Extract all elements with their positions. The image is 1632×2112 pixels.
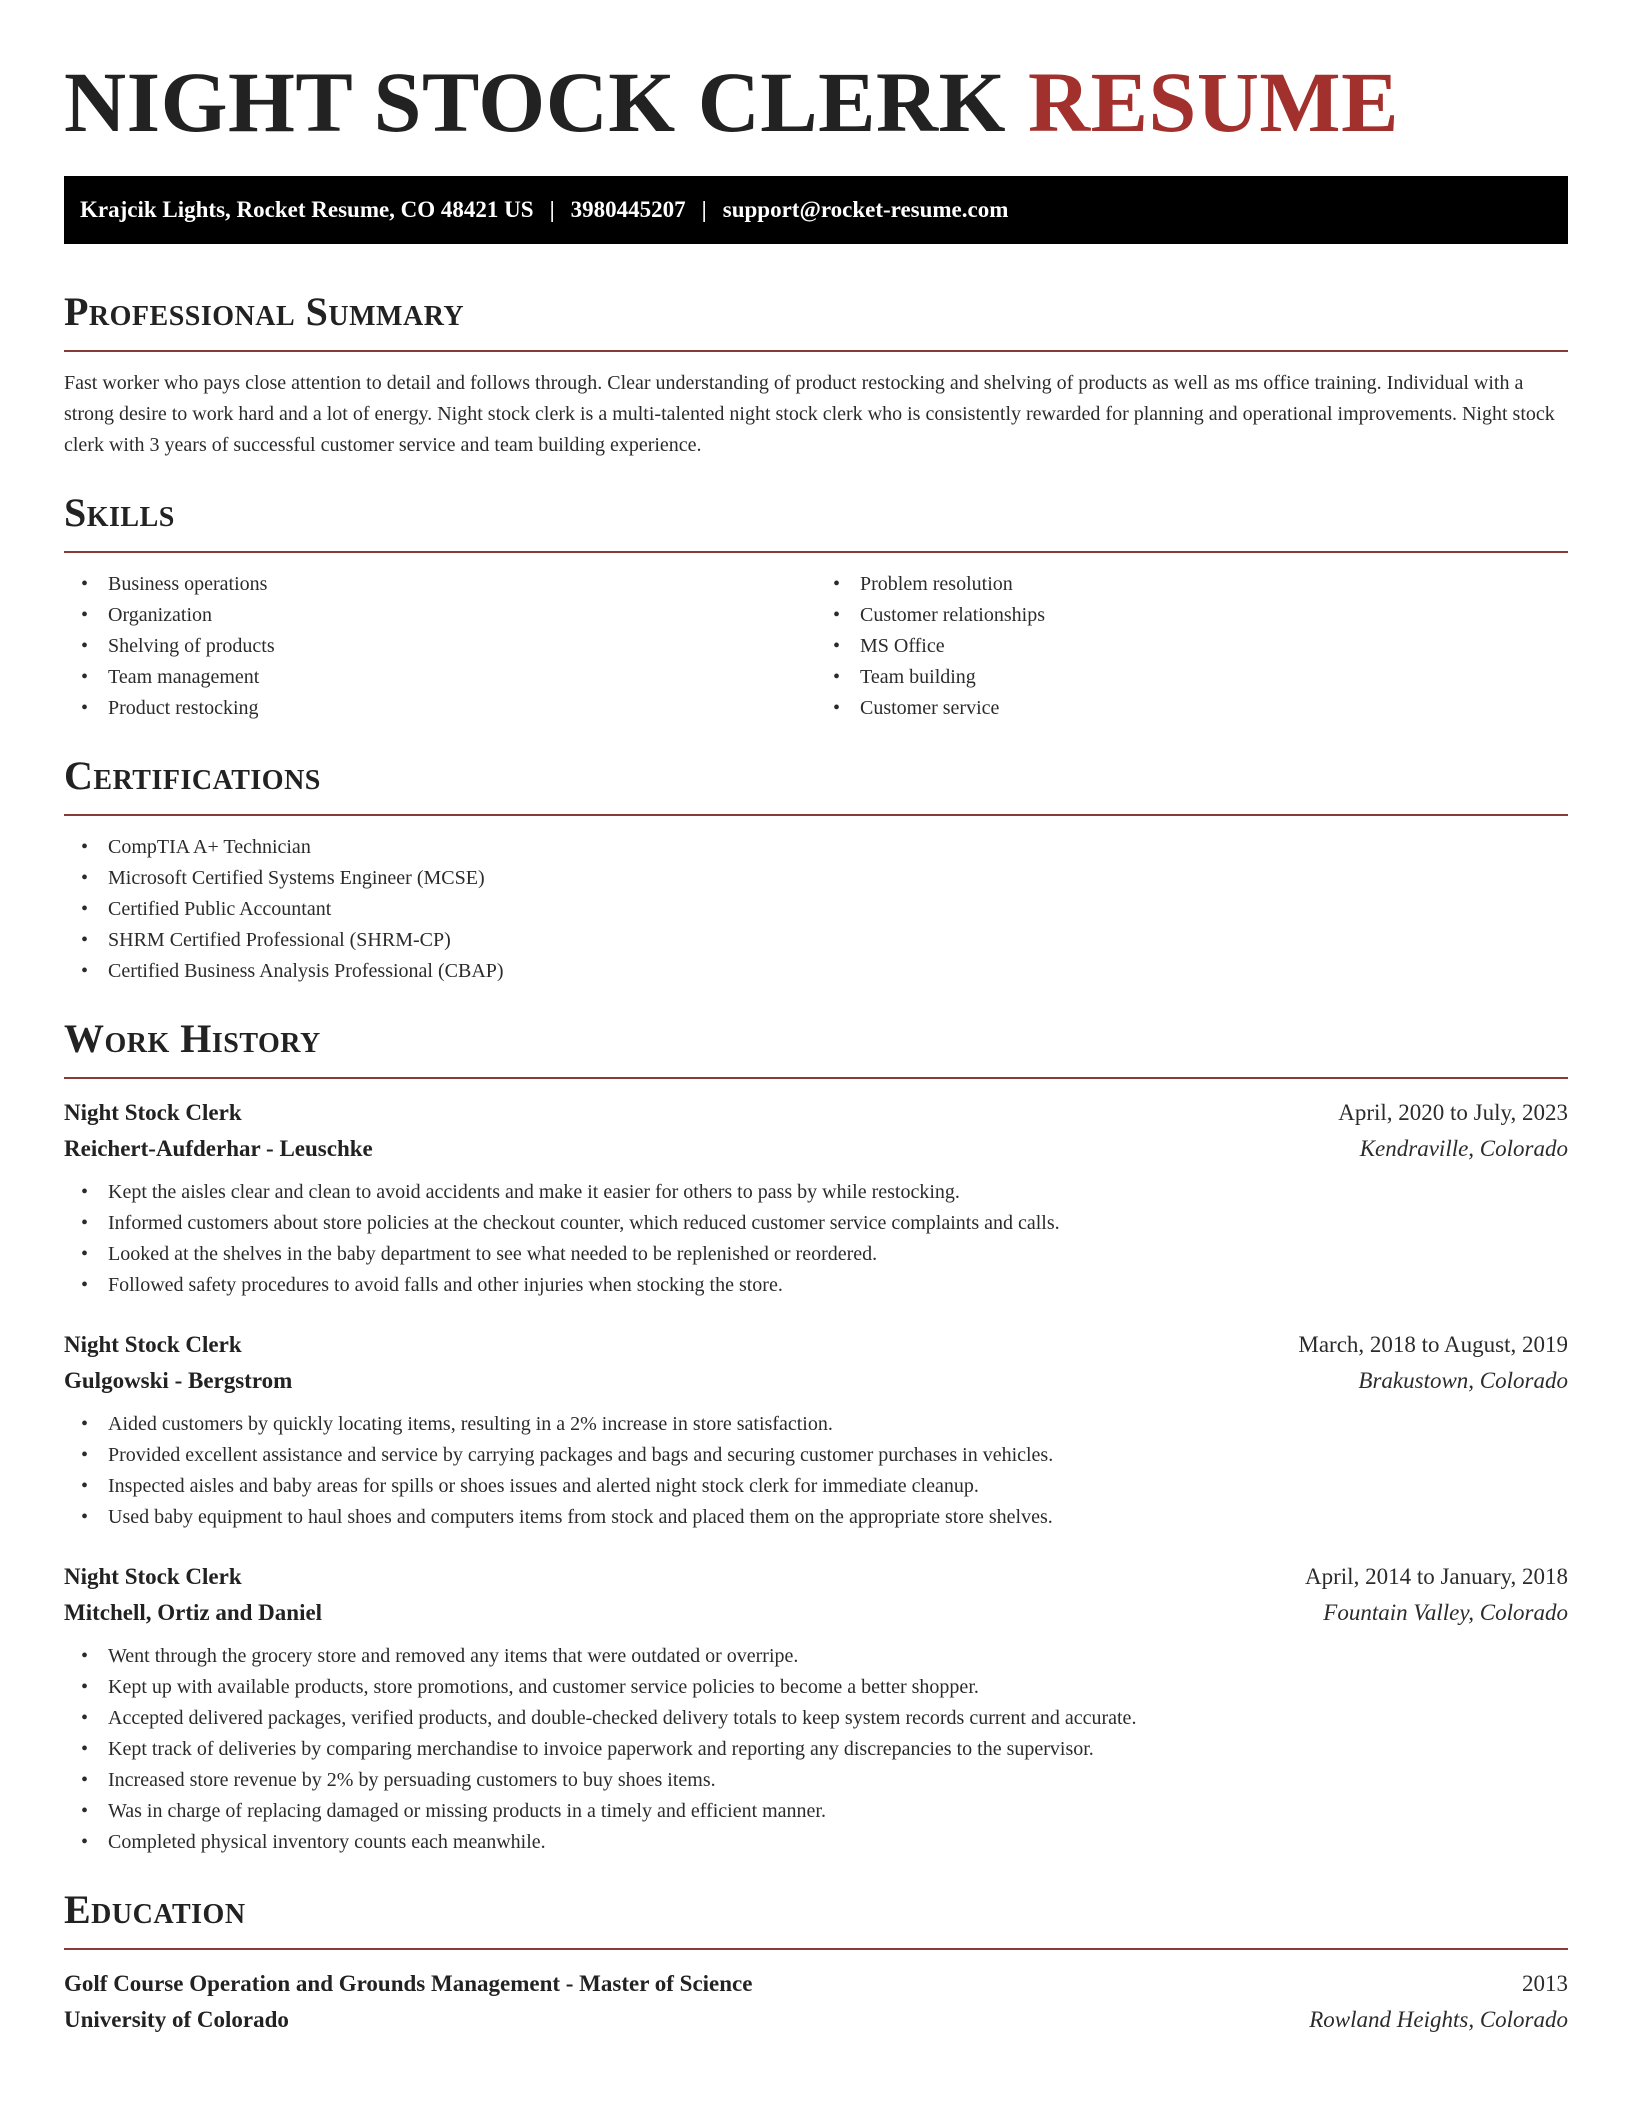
page-title — [64, 0, 1568, 176]
contact-email[interactable]: support@rocket-resume.com — [722, 197, 1009, 222]
list-item: • MS Office — [816, 631, 1568, 662]
job-location: Kendraville, Colorado — [1359, 1136, 1568, 1161]
skills-section — [64, 489, 1568, 724]
list-item: • Aided customers by quickly locating items, resulting in a 2% increase in store satisfaction. — [64, 1409, 1568, 1440]
certifications-section — [64, 752, 1568, 987]
list-item: • Customer service — [816, 693, 1568, 724]
list-item: • Kept track of deliveries by comparing merchandise to invoice paperwork and reporting any discrepancies to the supervisor. — [64, 1734, 1568, 1765]
list-item: • Shelving of products — [64, 631, 816, 662]
section-divider — [64, 551, 1568, 553]
education-heading: Education — [64, 1887, 246, 1932]
skills-grid — [64, 569, 1568, 724]
list-item: • Increased store revenue by 2% by persuading customers to buy shoes items. — [64, 1765, 1568, 1796]
title-main: NIGHT STOCK CLERK — [64, 54, 1007, 150]
section-divider — [64, 1077, 1568, 1079]
job-title: Night Stock Clerk — [64, 1100, 242, 1125]
contact-address: Krajcik Lights, Rocket Resume, CO 48421 US — [80, 197, 534, 222]
job-subheader — [64, 1131, 1568, 1167]
education-degree: Golf Course Operation and Grounds Management - Master of Science — [64, 1971, 753, 1996]
list-item: • Customer relationships — [816, 600, 1568, 631]
list-item: • Went through the grocery store and removed any items that were outdated or overripe. — [64, 1641, 1568, 1672]
job-dates: March, 2018 to August, 2019 — [1298, 1332, 1568, 1357]
list-item: • Was in charge of replacing damaged or missing products in a timely and efficient manner. — [64, 1796, 1568, 1827]
job-location: Fountain Valley, Colorado — [1323, 1600, 1568, 1625]
contact-separator: | — [701, 197, 707, 222]
list-item: • Certified Business Analysis Professional (CBAP) — [64, 956, 1568, 987]
list-item: • CompTIA A+ Technician — [64, 832, 1568, 863]
job-duties — [64, 1641, 1568, 1858]
job-duties — [64, 1177, 1568, 1301]
section-divider — [64, 350, 1568, 352]
job-location: Brakustown, Colorado — [1358, 1368, 1568, 1393]
list-item: • Looked at the shelves in the baby department to see what needed to be replenished or reordered. — [64, 1239, 1568, 1270]
list-item: • Problem resolution — [816, 569, 1568, 600]
list-item: • Certified Public Accountant — [64, 894, 1568, 925]
education-school: University of Colorado — [64, 2007, 289, 2032]
section-divider — [64, 814, 1568, 816]
summary-text: Fast worker who pays close attention to detail and follows through. Clear understanding of product restocking and shelving of products as well as ms office training. Individual with a strong desire to work hard and a lot of energy. Night stock clerk is a multi-talented night stock clerk who is consistently rewarded for planning and operational improvements. Night stock clerk with 3 years of successful customer service and team building experience. — [64, 372, 1555, 456]
list-item: • Followed safety procedures to avoid falls and other injuries when stocking the store. — [64, 1270, 1568, 1301]
job-duties — [64, 1409, 1568, 1533]
summary-section — [64, 288, 1568, 461]
work-history-heading: Work History — [64, 1016, 321, 1061]
list-item: • Completed physical inventory counts each meanwhile. — [64, 1827, 1568, 1858]
skills-list-right — [816, 569, 1568, 724]
certifications-list — [64, 832, 1568, 987]
contact-separator: | — [549, 197, 555, 222]
job-entry — [64, 1327, 1568, 1533]
education-entry — [64, 1966, 1568, 2038]
education-section — [64, 1886, 1568, 2038]
education-location: Rowland Heights, Colorado — [1309, 2007, 1568, 2032]
job-company: Mitchell, Ortiz and Daniel — [64, 1600, 323, 1625]
job-title: Night Stock Clerk — [64, 1564, 242, 1589]
job-subheader — [64, 1595, 1568, 1631]
list-item: • Used baby equipment to haul shoes and computers items from stock and placed them on the appropriate store shelves. — [64, 1502, 1568, 1533]
job-company: Reichert-Aufderhar - Leuschke — [64, 1136, 373, 1161]
job-company: Gulgowski - Bergstrom — [64, 1368, 293, 1393]
list-item: • Kept up with available products, store promotions, and customer service policies to become a better shopper. — [64, 1672, 1568, 1703]
list-item: • Organization — [64, 600, 816, 631]
skills-list-left — [64, 569, 816, 724]
certifications-heading: Certifications — [64, 753, 321, 798]
list-item: • Business operations — [64, 569, 816, 600]
job-dates: April, 2020 to July, 2023 — [1338, 1100, 1568, 1125]
education-header — [64, 1966, 1568, 2002]
education-subheader — [64, 2002, 1568, 2038]
contact-bar — [64, 176, 1568, 244]
list-item: • SHRM Certified Professional (SHRM-CP) — [64, 925, 1568, 956]
summary-heading: Professional Summary — [64, 289, 465, 334]
title-accent: RESUME — [1028, 54, 1399, 150]
job-header — [64, 1327, 1568, 1363]
list-item: • Kept the aisles clear and clean to avoid accidents and make it easier for others to pass by while restocking. — [64, 1177, 1568, 1208]
job-entry — [64, 1095, 1568, 1301]
job-title: Night Stock Clerk — [64, 1332, 242, 1357]
section-divider — [64, 1948, 1568, 1950]
list-item: • Product restocking — [64, 693, 816, 724]
contact-phone[interactable]: 3980445207 — [570, 197, 686, 222]
list-item: • Microsoft Certified Systems Engineer (MCSE) — [64, 863, 1568, 894]
list-item: • Team management — [64, 662, 816, 693]
job-header — [64, 1095, 1568, 1131]
list-item: • Team building — [816, 662, 1568, 693]
work-history-section — [64, 1015, 1568, 1858]
list-item: • Informed customers about store policies at the checkout counter, which reduced customer service complaints and calls. — [64, 1208, 1568, 1239]
job-subheader — [64, 1363, 1568, 1399]
job-entry — [64, 1559, 1568, 1858]
list-item: • Provided excellent assistance and service by carrying packages and bags and securing customer purchases in vehicles. — [64, 1440, 1568, 1471]
job-header — [64, 1559, 1568, 1595]
job-dates: April, 2014 to January, 2018 — [1305, 1564, 1568, 1589]
education-year: 2013 — [1522, 1971, 1568, 1996]
list-item: • Inspected aisles and baby areas for spills or shoes issues and alerted night stock clerk for immediate cleanup. — [64, 1471, 1568, 1502]
skills-heading: Skills — [64, 490, 175, 535]
list-item: • Accepted delivered packages, verified products, and double-checked delivery totals to keep system records current and accurate. — [64, 1703, 1568, 1734]
